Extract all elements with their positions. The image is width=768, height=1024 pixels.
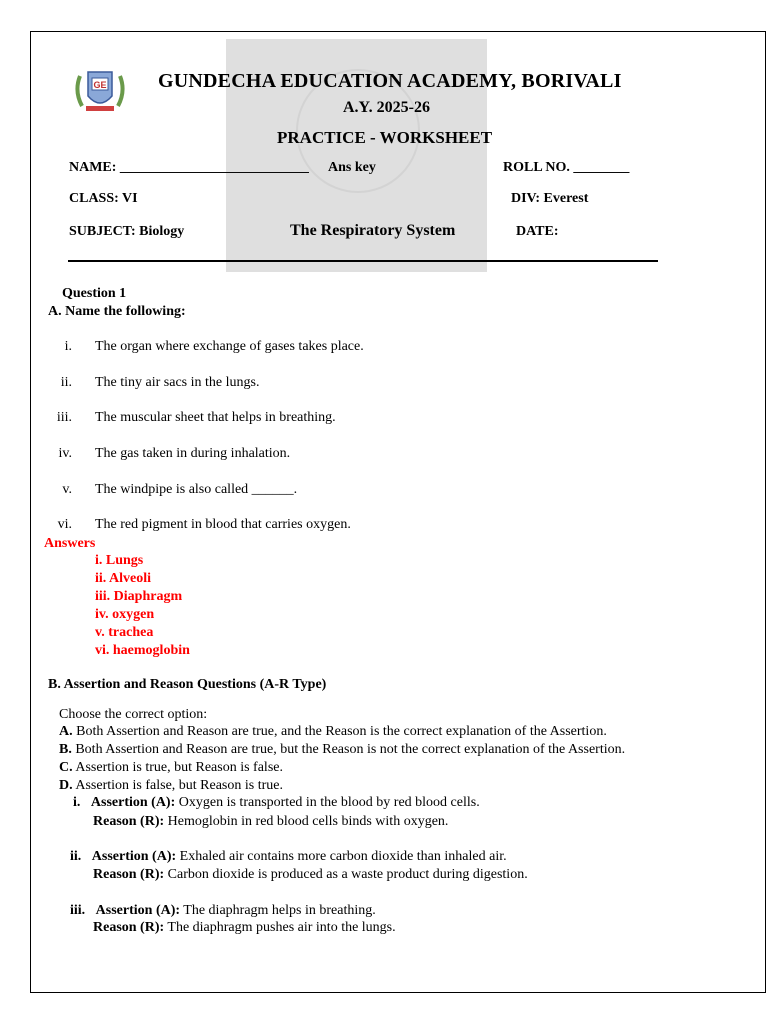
reason-label: Reason (R): — [93, 867, 165, 882]
assertion-label: Assertion (A): — [95, 903, 181, 918]
answer-item: ii. Alveoli — [95, 571, 151, 586]
option-key: C. — [59, 760, 73, 775]
div-label: DIV: Everest — [511, 191, 589, 206]
option-key: D. — [59, 778, 73, 793]
roll-label: ROLL NO. ________ — [503, 160, 630, 175]
assertion-label: Assertion (A): — [91, 849, 177, 864]
question-1-title: Question 1 — [62, 286, 127, 301]
ar-reason-line — [93, 867, 528, 883]
ar-number: ii. — [70, 849, 82, 864]
ar-reason-line — [93, 920, 396, 936]
list-item: The windpipe is also called ______. — [95, 482, 298, 497]
part-a-title: A. Name the following: — [48, 304, 186, 319]
list-item: The red pigment in blood that carries oxygen. — [95, 517, 351, 532]
answer-item: iii. Diaphragm — [95, 589, 183, 604]
part-b-title: B. Assertion and Reason Questions (A-R Type) — [48, 677, 327, 692]
topic-title: The Respiratory System — [290, 222, 456, 239]
option-text: Both Assertion and Reason are true, and the Reason is the correct explanation of the Assertion. — [72, 724, 607, 739]
answer-item: i. Lungs — [95, 553, 144, 568]
item-number: vi. — [57, 517, 72, 532]
assertion-text: Oxygen is transported in the blood by red blood cells. — [175, 795, 480, 810]
item-number: i. — [64, 339, 72, 354]
reason-text: Carbon dioxide is produced as a waste product during digestion. — [164, 867, 528, 882]
worksheet-title: PRACTICE - WORKSHEET — [277, 128, 493, 147]
option-line — [59, 724, 607, 740]
ar-number: iii. — [70, 903, 86, 918]
answer-item: v. trachea — [95, 625, 154, 640]
ar-number: i. — [73, 795, 81, 810]
subject-label: SUBJECT: Biology — [69, 224, 185, 239]
instruction-text: Choose the correct option: — [59, 707, 208, 722]
item-number: iii. — [56, 410, 72, 425]
option-key: A. — [59, 724, 73, 739]
item-number: ii. — [60, 375, 72, 390]
option-line — [59, 760, 283, 776]
reason-text: The diaphragm pushes air into the lungs. — [164, 920, 396, 935]
assertion-text: The diaphragm helps in breathing. — [180, 903, 376, 918]
ar-assertion-line — [70, 849, 507, 865]
list-item: The organ where exchange of gases takes place. — [95, 339, 364, 354]
list-item: The gas taken in during inhalation. — [95, 446, 291, 461]
list-item: The muscular sheet that helps in breathing. — [95, 410, 336, 425]
option-key: B. — [59, 742, 72, 757]
name-value: Ans key — [328, 160, 376, 175]
class-label: CLASS: VI — [69, 191, 138, 206]
item-number: v. — [62, 482, 72, 497]
option-text: Both Assertion and Reason are true, but the Reason is not the correct explanation of the Assertion. — [71, 742, 626, 757]
item-number: iv. — [58, 446, 72, 461]
header-divider — [68, 260, 658, 262]
reason-label: Reason (R): — [93, 920, 165, 935]
reason-label: Reason (R): — [93, 814, 165, 829]
ar-assertion-line — [70, 903, 376, 919]
option-text: Assertion is false, but Reason is true. — [72, 778, 283, 793]
school-logo — [72, 66, 128, 116]
name-label: NAME: ___________________________ — [69, 160, 309, 175]
reason-text: Hemoglobin in red blood cells binds with oxygen. — [164, 814, 449, 829]
assertion-text: Exhaled air contains more carbon dioxide than inhaled air. — [176, 849, 507, 864]
date-label: DATE: — [516, 224, 559, 239]
answers-heading: Answers — [44, 536, 96, 551]
option-line — [59, 778, 283, 794]
academic-year: A.Y. 2025-26 — [343, 99, 430, 116]
answer-item: vi. haemoglobin — [95, 643, 190, 658]
assertion-label: Assertion (A): — [90, 795, 176, 810]
option-text: Assertion is true, but Reason is false. — [72, 760, 283, 775]
ar-assertion-line — [73, 795, 480, 811]
option-line — [59, 742, 625, 758]
ar-reason-line — [93, 814, 448, 830]
answer-item: iv. oxygen — [95, 607, 155, 622]
list-item: The tiny air sacs in the lungs. — [95, 375, 260, 390]
logo-text: GE — [93, 80, 107, 90]
school-name: GUNDECHA EDUCATION ACADEMY, BORIVALI — [158, 70, 622, 92]
